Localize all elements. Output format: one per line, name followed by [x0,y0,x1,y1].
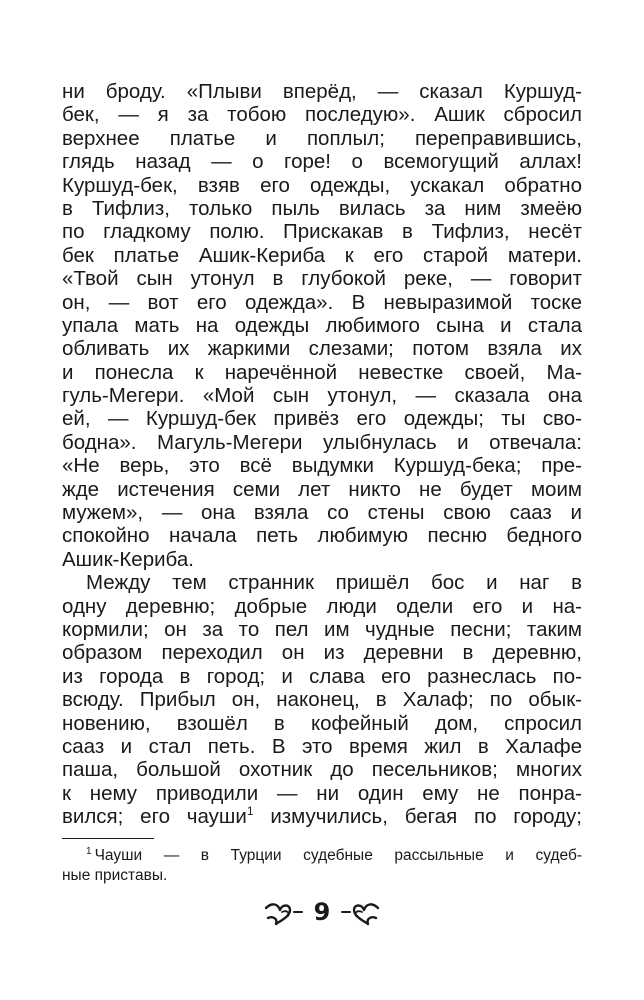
text-line: паша, большой охотник до песельников; многих [62,758,582,782]
text-line: бек платье Ашик-Кериба к его старой матери. [62,243,582,267]
text-line: в Тифлиз, только пыль вилась за ним змеёю [62,196,582,220]
text-line: и понесла к наречённой невестке своей, Ма- [62,360,582,384]
text-line: по гладкому полю. Прискакав в Тифлиз, несёт [62,220,582,244]
text-line: мужем», — она взяла со стены свою сааз и [62,501,582,525]
text-line: упала мать на одежды любимого сына и стала [62,313,582,337]
text-segment: вился; его чауши [62,805,247,829]
text-line: ни броду. «Плыви вперёд, — сказал Куршуд- [62,80,582,103]
text-line: образом переходил он из деревни в деревню, [62,641,582,665]
text-line: кормили; он за то пел им чудные песни; таким [62,617,582,641]
text-line: «Не верь, это всё выдумки Куршуд-бека; пре- [62,454,582,478]
text-line: «Твой сын утонул в глубокой реке, — говорит [62,267,582,291]
footnote [62,846,582,886]
page-body [62,80,582,829]
page-number: 9 [313,898,331,926]
text-line: из города в город; и слава его разнеслась по- [62,664,582,688]
text-line: Куршуд-бек, взяв его одежды, ускакал обратно [62,173,582,197]
footnote-divider [62,838,154,839]
footnote-text: Чауши — в Турции судебные рассыльные и судеб- [94,847,582,864]
text-line: всюду. Прибыл он, наконец, в Халаф; по обык- [62,688,582,712]
text-line: обливать их жаркими слезами; потом взяла их [62,337,582,361]
footnote-line: ные приставы. [62,867,168,884]
text-line: к нему приводили — ни один ему не понра- [62,781,582,805]
paragraph-start-line: Между тем странник пришёл бос и наг в [86,571,582,595]
paragraph-end-line: Ашик-Кериба. [62,547,194,571]
footnote-mark: 1 [86,845,92,857]
text-line: ей, — Куршуд-бек привёз его одежды; ты сво- [62,407,582,431]
text-line: гуль-Мегери. «Мой сын утонул, — сказала она [62,384,582,408]
text-line-with-footnote [62,805,582,828]
text-line: бодна». Магуль-Мегери улыбнулась и отвечала: [62,430,582,454]
text-line: жде истечения семи лет никто не будет моим [62,477,582,501]
text-line: верхнее платье и поплыл; переправившись, [62,126,582,150]
heart-flourish-left-icon [264,898,304,926]
footnote-reference[interactable]: 1 [246,804,254,819]
text-line: спокойно начала петь любимую песню бедного [62,524,582,548]
text-line: сааз и стал петь. В это время жил в Халафе [62,734,582,758]
text-line: глядь назад — о горе! о всемогущий аллах! [62,150,582,174]
page-footer [0,896,644,928]
heart-flourish-right-icon [340,898,380,926]
footnote-line [62,846,582,866]
text-line: одну деревню; добрые люди одели его и на- [62,594,582,618]
text-line: бек, — я за тобою последую». Ашик сбросил [62,103,582,127]
text-segment: измучились, бегая по городу; [270,805,582,829]
text-line: новению, взошёл в кофейный дом, спросил [62,711,582,735]
text-line: он, — вот его одежда». В невыразимой тоске [62,290,582,314]
